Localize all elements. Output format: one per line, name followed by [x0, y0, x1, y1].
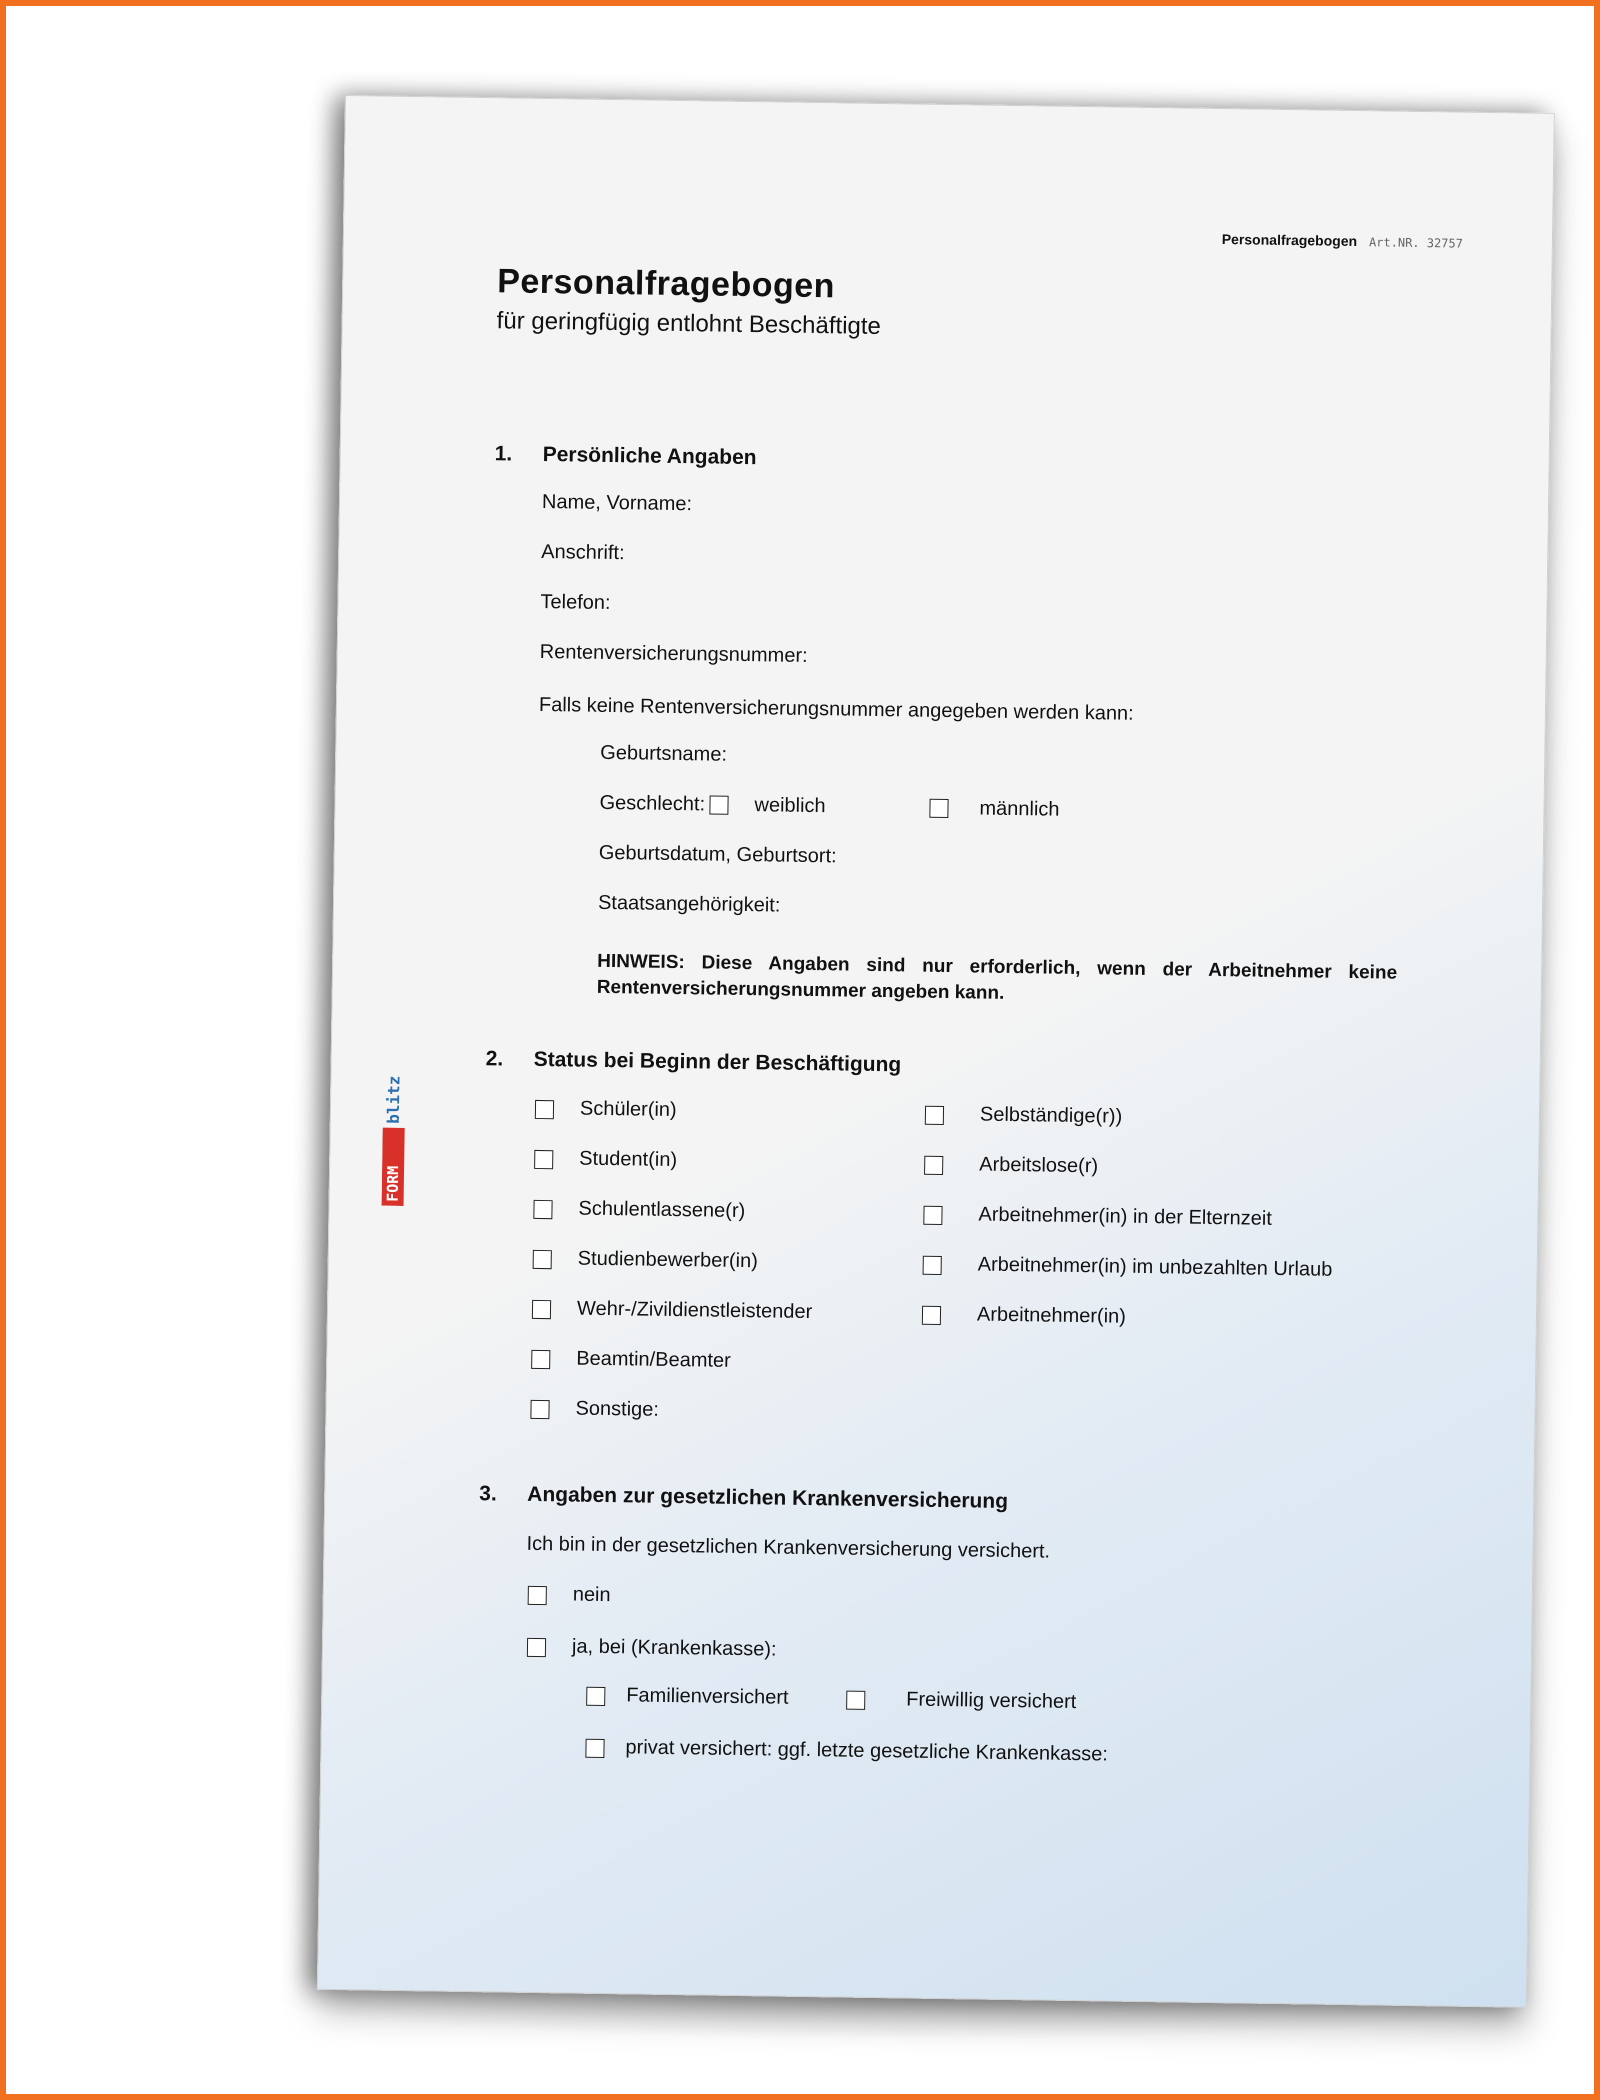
pension-number-label: Rentenversicherungsnummer:	[539, 640, 808, 667]
insurance-statement: Ich bin in der gesetzlichen Krankenversicherung versichert.	[526, 1532, 1051, 1563]
private-insured-checkbox[interactable]	[585, 1739, 604, 1758]
nationality-label: Staatsangehörigkeit:	[597, 891, 781, 917]
status-checkbox-school-leaver[interactable]	[533, 1200, 552, 1219]
insurance-yes-checkbox[interactable]	[527, 1638, 546, 1657]
fallback-instruction: Falls keine Rentenversicherungsnummer angegeben werden kann:	[538, 693, 1134, 725]
status-label-school-leaver: Schulentlassene(r)	[578, 1197, 746, 1223]
section-1-number: 1.	[494, 442, 513, 466]
section-2-title: Status bei Beginn der Beschäftigung	[533, 1047, 902, 1077]
status-checkbox-applicant[interactable]	[533, 1250, 552, 1269]
document-subtitle: für geringfügig entlohnt Beschäftigte	[496, 307, 882, 340]
status-checkbox-unpaid-leave[interactable]	[923, 1256, 942, 1275]
form-page	[317, 95, 1555, 2008]
gender-label: Geschlecht:	[599, 791, 706, 816]
insurance-no-checkbox[interactable]	[528, 1586, 547, 1605]
status-label-student: Student(in)	[579, 1147, 678, 1172]
status-checkbox-military-service[interactable]	[532, 1300, 551, 1319]
status-label-pupil: Schüler(in)	[579, 1097, 677, 1122]
voluntary-insured-checkbox[interactable]	[846, 1691, 865, 1710]
page-header	[1222, 231, 1463, 251]
status-label-parental-leave: Arbeitnehmer(in) in der Elternzeit	[978, 1203, 1273, 1230]
female-label: weiblich	[754, 794, 826, 818]
status-checkbox-pupil[interactable]	[535, 1100, 554, 1119]
status-label-applicant: Studienbewerber(in)	[577, 1247, 759, 1273]
name-field-label: Name, Vorname:	[541, 490, 693, 516]
status-label-military-service: Wehr-/Zivildienstleistender	[576, 1297, 813, 1324]
logo-blitz-text: blitz	[383, 1075, 404, 1124]
section-2-number: 2.	[485, 1047, 504, 1071]
status-label-employee: Arbeitnehmer(in)	[976, 1303, 1127, 1328]
status-label-self-employed: Selbständige(r))	[979, 1103, 1123, 1128]
section-1-title: Persönliche Angaben	[542, 442, 757, 470]
family-insured-checkbox[interactable]	[586, 1687, 605, 1706]
phone-field-label: Telefon:	[540, 590, 611, 614]
status-label-unemployed: Arbeitslose(r)	[979, 1153, 1099, 1178]
status-checkbox-other[interactable]	[530, 1400, 549, 1419]
private-insured-label: privat versichert: ggf. letzte gesetzliche Krankenkasse:	[625, 1736, 1109, 1766]
status-checkbox-unemployed[interactable]	[924, 1156, 943, 1175]
status-label-other: Sonstige:	[575, 1397, 660, 1421]
status-checkbox-self-employed[interactable]	[925, 1106, 944, 1125]
status-label-civil-servant: Beamtin/Beamter	[576, 1347, 731, 1372]
note-text: HINWEIS: Diese Angaben sind nur erforderlich, wenn der Arbeitnehmer keine Rentenversicherungsnummer angeben kann.	[596, 950, 1398, 1004]
status-checkbox-employee[interactable]	[922, 1306, 941, 1325]
status-label-unpaid-leave: Arbeitnehmer(in) im unbezahlten Urlaub	[977, 1253, 1333, 1281]
birth-date-place-label: Geburtsdatum, Geburtsort:	[598, 841, 837, 868]
male-label: männlich	[979, 797, 1060, 821]
insurance-yes-label: ja, bei (Krankenkasse):	[571, 1635, 777, 1661]
birth-name-label: Geburtsname:	[600, 741, 728, 766]
section-3-number: 3.	[479, 1482, 497, 1506]
voluntary-insured-label: Freiwillig versichert	[906, 1688, 1077, 1714]
status-checkbox-student[interactable]	[534, 1150, 553, 1169]
family-insured-label: Familienversichert	[626, 1684, 789, 1709]
status-checkbox-parental-leave[interactable]	[923, 1206, 942, 1225]
female-checkbox[interactable]	[709, 795, 728, 814]
logo-form-text: FORM	[383, 1165, 403, 1202]
address-field-label: Anschrift:	[541, 540, 625, 565]
article-number: Art.NR. 32757	[1368, 235, 1464, 251]
status-checkbox-civil-servant[interactable]	[531, 1350, 550, 1369]
header-title: Personalfragebogen	[1221, 231, 1358, 250]
section-3-title: Angaben zur gesetzlichen Krankenversicherung	[527, 1482, 1009, 1513]
formblitz-logo	[382, 1056, 412, 1206]
document-title: Personalfragebogen	[496, 262, 836, 306]
insurance-no-label: nein	[572, 1583, 611, 1607]
male-checkbox[interactable]	[929, 799, 948, 818]
